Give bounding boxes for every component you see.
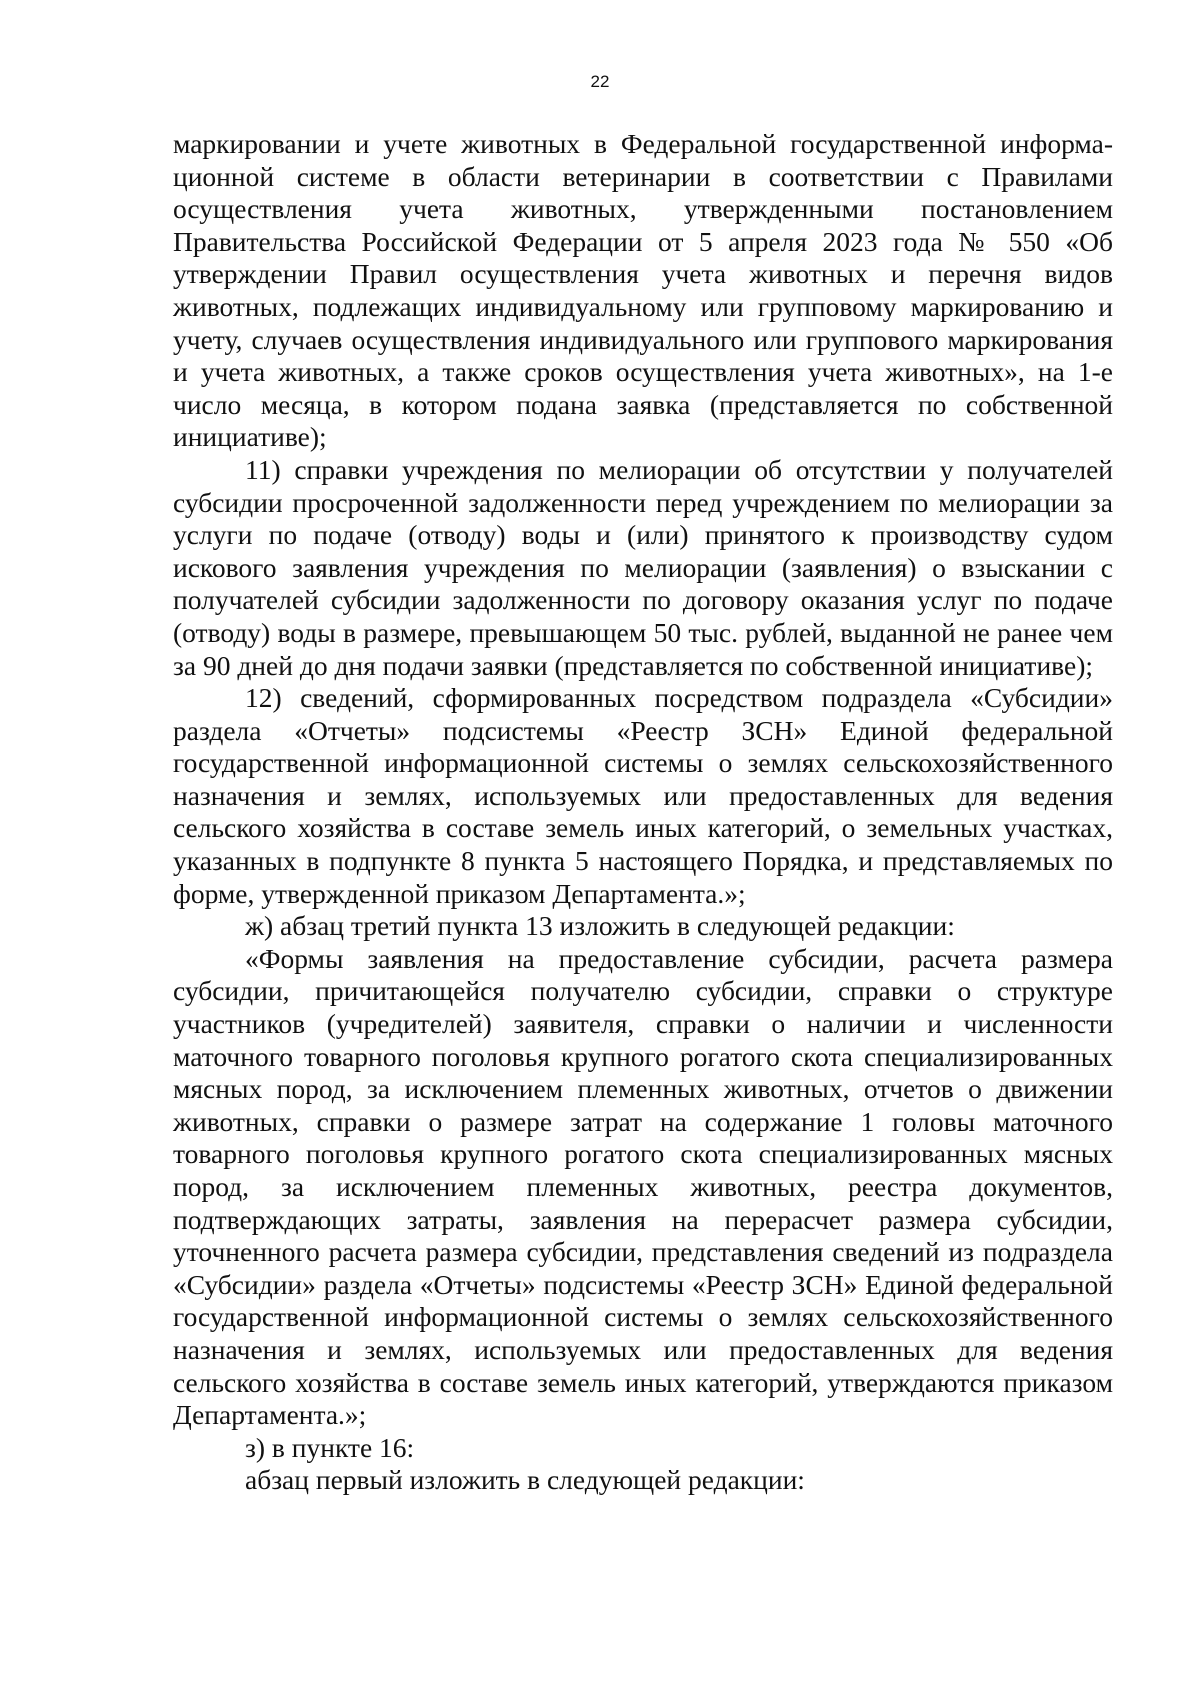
- paragraph-first-abzac: абзац первый изложить в следующей редакции:: [245, 1464, 805, 1496]
- paragraph-forms-quote: «Формы заявления на предоставление субсидии, расчета размера субсидии, причитающейся получателю субсидии, справки о структуре участников (учредителей) заявителя, справки о наличии и численности маточного товарного поголовья крупного рогатого скота специализированных мясных пород, за исключением племенных животных, отчетов о движении животных, справки о размере затрат на содержание 1 головы маточного товарного поголовья крупного рогатого скота специализированных мясных пород, за исключением племенных животных, реестра документов, подтверждающих затраты, заявления на перерасчет размера субсидии, уточненного расчета размера субсидии, представления сведений из подраздела «Субсидии» раздела «Отчеты» подсистемы «Реестр ЗСН» Единой федеральной государственной информационной системы о землях сельскохозяйственного назначения и землях, используемых или предоставленных для ведения сельского хозяйства в составе земель иных категорий, утверждаются приказом Департамента.»;: [173, 942, 1113, 1431]
- paragraph-item-zh: ж) абзац третий пункта 13 изложить в следующей редакции:: [245, 910, 955, 942]
- document-body: [173, 128, 1113, 1497]
- page-number: 22: [590, 72, 610, 91]
- paragraph-item-z: з) в пункте 16:: [245, 1431, 415, 1463]
- paragraph-continuation: маркировании и учете животных в Федеральной государственной информационной системе в области ветеринарии в соответствии с Правилами осуществления учета животных, утвержденными постановлением Правительства Российской Федерации от 5 апреля 2023 года № 550 «Об утверждении Правил осуществления учета животных и перечня видов животных, подлежащих индивидуальному или групповому маркированию и учету, случаев осуществления индивидуального или группового маркирования и учета животных, а также сроков осуществления учета животных», на 1-е число месяца, в котором подана заявка (представляется по собственной инициативе);: [173, 128, 1113, 453]
- paragraph-item-12: 12) сведений, сформированных посредством подраздела «Субсидии» раздела «Отчеты» подсистемы «Реестр ЗСН» Единой федеральной государственной информационной системы о землях сельскохозяйственного назначения и землях, используемых или предоставленных для ведения сельского хозяйства в составе земель иных категорий, о земельных участках, указанных в подпункте 8 пункта 5 настоящего Порядка, и представляемых по форме, утвержденной приказом Департамента.»;: [173, 682, 1113, 909]
- paragraph-item-11: 11) справки учреждения по мелиорации об отсутствии у получателей субсидии просроченной задолженности перед учреждением по мелиорации за услуги по подаче (отводу) воды и (или) принятого к производству судом искового заявления учреждения по мелиорации (заявления) о взыскании с получателей субсидии задолженности по договору оказания услуг по подаче (отводу) воды в размере, превышающем 50 тыс. рублей, выданной не ранее чем за 90 дней до дня подачи заявки (представляется по собственной инициативе);: [173, 453, 1113, 681]
